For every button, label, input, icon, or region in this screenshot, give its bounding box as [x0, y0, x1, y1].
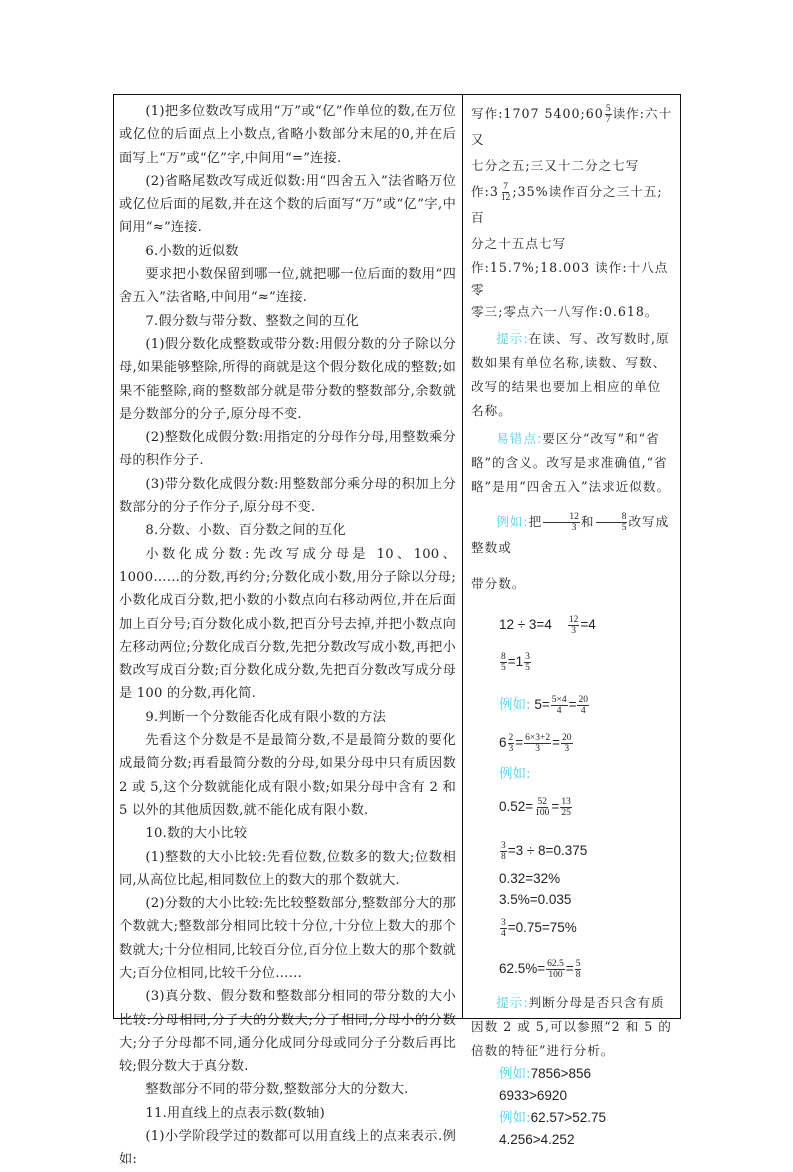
heading-8: 8.分数、小数、百分数之间的互化 — [145, 523, 346, 539]
rule-compare-mixed: 整数部分不同的带分数,整数部分大的分数大. — [145, 1082, 409, 1098]
eq-62-5-percent: 62.5%= $\frac{62.5}{100}$ = $\frac{5}{8}$ — [499, 958, 581, 980]
eq-mixed-to-improper: 6 $\frac{2}{3}$ = $\frac{6\times 3+2}{3}$ = $\frac{20}{3}$ — [499, 732, 572, 754]
eq-3-5-percent: 3.5%=0.035 — [499, 892, 572, 907]
rule-number-line: (1)小学阶段学过的数都可以用直线上的点来表示.例如: — [119, 1129, 456, 1168]
eq-8-over-5: $\frac{8}{5}$ =1 $\frac{3}{5}$ — [501, 651, 530, 673]
eq-3-over-4: $\frac{3}{4}$ =0.75=75% — [501, 917, 577, 939]
compare-1: 例如:7856>856 — [499, 1066, 592, 1082]
pitfall-note: 易错点:要区分“改写”和“省略”的含义。改写是求准确值,“省略”是用“四舍五入”法求近似数。 — [471, 431, 671, 494]
eq-3-over-8: $\frac{3}{8}$ =3 ÷ 8=0.375 — [501, 840, 588, 862]
math-examples — [471, 611, 674, 991]
eq-12-div-3: 12 ÷ 3=4 $\frac{12}{3}$ =4 — [499, 614, 596, 636]
reading-line-5: 作:15.7%;18.003 读作:十八点零 — [471, 260, 669, 297]
rule-integer-to-improper: (2)整数化成假分数:用指定的分母作分母,用整数乘分母的积作分子. — [119, 430, 456, 469]
rule-rewrite-multidigit: (1)把多位数改写成用“万”或“亿”作单位的数,在万位或亿位的后面点上小数点,省略小数部分末尾的0,并在后面写上“万”或“亿”字,中间用“=”连接. — [119, 104, 456, 166]
pitfall-label: 易错点: — [496, 431, 543, 446]
comparison-examples — [471, 1063, 674, 1151]
rule-improper-to-mixed: (1)假分数化成整数或带分数:用假分数的分子除以分母,如果能够整除,所得的商就是这个假分数化成的整数;如果不能整除,商的整数部分就是带分数的整数部分,余数就是分数部分的分子,原分母不变. — [119, 336, 456, 422]
example-rewrite-continued: 带分数。 — [471, 576, 526, 591]
rule-approximate: (2)省略尾数改写成近似数:用“四舍五入”法省略万位或亿位后面的尾数,并在这个数的后面写“万”或“亿”字,中间用“≈”连接. — [119, 173, 456, 236]
reading-line-1: 写作:1707 5400;60 $\frac{5}{7}$ 读作:六十又 — [471, 104, 673, 147]
rule-conversions: 小数化成分数:先改写成分母是 10、100、1000……的分数,再约分;分数化成小数,用分子除以分母;小数化成百分数,把小数的小数点向右移动两位,并在后面加上百分号;百分数化成小数,把百分号去掉,并把小数点向左移动两位;分数化成百分数,先把分数改写成小数,再把小数改写成百分数;百分数化成分数,先把百分数改写成分母是 100 的分数,再化简. — [119, 546, 456, 702]
fraction: $\frac{5}{7}$ — [605, 104, 611, 125]
example-label: 例如: — [499, 766, 531, 782]
reading-line-4: 分之十五点七写 — [471, 236, 567, 251]
rule-decimal-approx: 要求把小数保留到哪一位,就把哪一位后面的数用“四舍五入”法省略,中间用“≈”连接. — [119, 267, 456, 306]
content-table — [113, 94, 681, 1168]
heading-9: 9.判断一个分数能否化成有限小数的方法 — [145, 709, 386, 725]
eq-integer-to-improper: 例如: 5= $\frac{5\times 4}{4}$ = $\frac{20}{4}$ — [499, 694, 588, 716]
rule-finite-decimal: 先看这个分数是不是最简分数,不是最简分数的要化成最简分数;再看最简分数的分母,如果分母中只有质因数 2 或 5,这个分数就能化成有限小数;如果分母中含有 2 和 5 以外的其他质因数,就不能化成有限小数. — [119, 733, 456, 818]
tip-label: 提示: — [496, 331, 529, 346]
left-column-notes — [114, 95, 463, 1168]
eq-0-32: 0.32=32% — [499, 871, 561, 886]
example-rewrite-fractions: 例如:把 $\frac{12}{3}$ 和 $\frac{8}{5}$ 改写成整数或 — [471, 512, 670, 555]
fraction: $\frac{8}{5}$ — [596, 512, 628, 533]
compare-2: 6933>6920 — [499, 1088, 567, 1103]
fraction: $\frac{12}{3}$ — [543, 512, 580, 533]
tip-finite-decimal: 提示:判断分母是否只含有质因数 2 或 5,可以参照“2 和 5 的倍数的特征”进行分析。 — [471, 995, 672, 1058]
heading-6: 6.小数的近似数 — [145, 243, 239, 259]
rule-compare-integers: (1)整数的大小比较:先看位数,位数多的数大;位数相同,从高位比起,相同数位上的数大的那个数就大. — [119, 849, 456, 888]
right-column-examples — [463, 95, 680, 1147]
heading-10: 10.数的大小比较 — [145, 826, 248, 842]
reading-line-3: 作:3 $\frac{7}{12}$ ;35%读作百分之三十五;百 — [471, 182, 663, 225]
heading-11: 11.用直线上的点表示数(数轴) — [145, 1105, 325, 1121]
compare-3: 例如:62.57>52.75 — [499, 1110, 607, 1126]
rule-mixed-to-improper: (3)带分数化成假分数:用整数部分乘分母的积加上分数部分的分子作分子,原分母不变. — [119, 476, 456, 516]
compare-4: 4.256>4.252 — [499, 1132, 575, 1147]
eq-0-52: 0.52= $\frac{52}{100}$ = $\frac{13}{25}$ — [499, 796, 571, 818]
rule-compare-fractions: (3)真分数、假分数和整数部分相同的带分数的大小比较:分母相同,分子大的分数大;分子相同,分母小的分数大;分子分母都不同,通分化成同分母或同分子分数后再比较;假分数大于真分数. — [119, 989, 456, 1075]
tip-units: 提示:在读、写、改写数时,原数如果有单位名称,读数、写数、改写的结果也要加上相应的单位名称。 — [471, 331, 670, 418]
reading-line-6: 零三;零点六一八写作:0.618。 — [471, 304, 659, 319]
fraction: $\frac{7}{12}$ — [500, 182, 511, 203]
reading-writing-examples — [471, 101, 674, 323]
heading-7: 7.假分数与带分数、整数之间的互化 — [145, 313, 360, 329]
rule-compare-decimals: (2)分数的大小比较:先比较整数部分,整数部分大的那个数就大;整数部分相同比较十分位,十分位上数大的那个数就大;十分位相同,比较百分位,百分位上数大的那个数就大;百分位相同,比较千分位…… — [119, 896, 456, 981]
tip-label: 提示: — [496, 995, 529, 1010]
reading-line-2: 七分之五;三又十二分之七写 — [471, 158, 640, 173]
